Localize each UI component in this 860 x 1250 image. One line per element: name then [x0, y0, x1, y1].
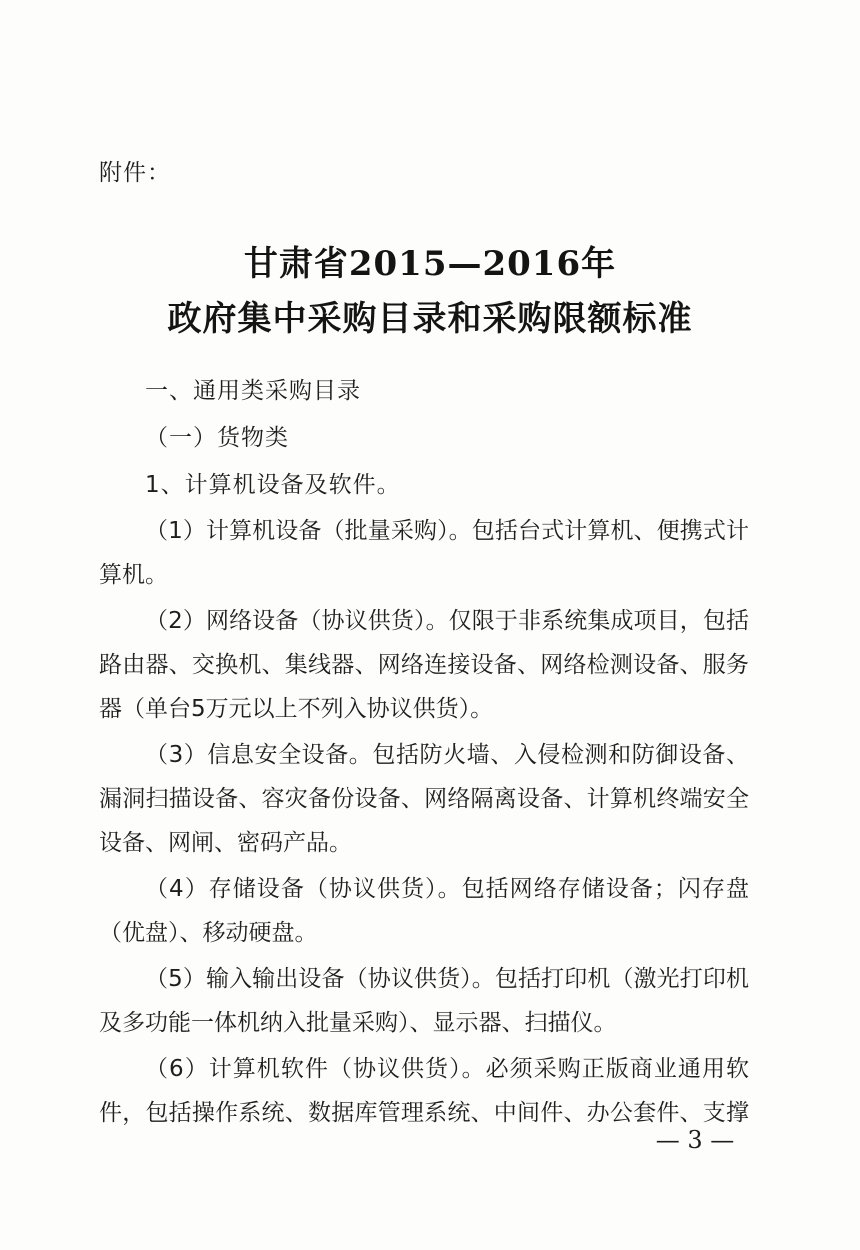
paragraph-2-line-1: （2）网络设备（协议供货）。仅限于非系统集成项目，包括	[145, 608, 749, 634]
paragraph-5-line-2: 及多功能一体机纳入批量采购）、显示器、扫描仪。	[99, 1010, 617, 1036]
document-title-line-1: 甘肃省2015—2016年	[243, 244, 617, 284]
paragraph-1-line-1: （1）计算机设备（批量采购）。包括台式计算机、便携式计	[145, 518, 749, 544]
paragraph-2-line-3: 器（单台5万元以上不列入协议供货）。	[99, 696, 494, 722]
paragraph-1-line-2: 算机。	[99, 562, 168, 588]
document-title-line-2: 政府集中采购目录和采购限额标准	[167, 299, 693, 339]
paragraph-6-line-2: 件，包括操作系统、数据库管理系统、中间件、办公套件、支撑	[99, 1100, 749, 1126]
paragraph-3-line-2: 漏洞扫描设备、容灾备份设备、网络隔离设备、计算机终端安全	[99, 786, 749, 812]
paragraph-3-line-3: 设备、网闸、密码产品。	[99, 830, 352, 856]
paragraph-2-line-2: 路由器、交换机、集线器、网络连接设备、网络检测设备、服务	[99, 652, 749, 678]
paragraph-4-line-2: （优盘）、移动硬盘。	[99, 920, 318, 946]
section-heading-goods: （一）货物类	[145, 425, 289, 451]
section-heading-general: 一、通用类采购目录	[145, 378, 361, 404]
attachment-label: 附件：	[99, 160, 171, 186]
paragraph-4-line-1: （4）存储设备（协议供货）。包括网络存储设备；闪存盘	[145, 876, 749, 902]
paragraph-3-line-1: （3）信息安全设备。包括防火墙、入侵检测和防御设备、	[145, 742, 749, 768]
page-number: — 3 —	[655, 1126, 735, 1154]
paragraph-6-line-1: （6）计算机软件（协议供货）。必须采购正版商业通用软	[145, 1056, 749, 1082]
paragraph-5-line-1: （5）输入输出设备（协议供货）。包括打印机（激光打印机	[145, 966, 749, 992]
item-heading-computers: 1、计算机设备及软件。	[145, 472, 401, 498]
